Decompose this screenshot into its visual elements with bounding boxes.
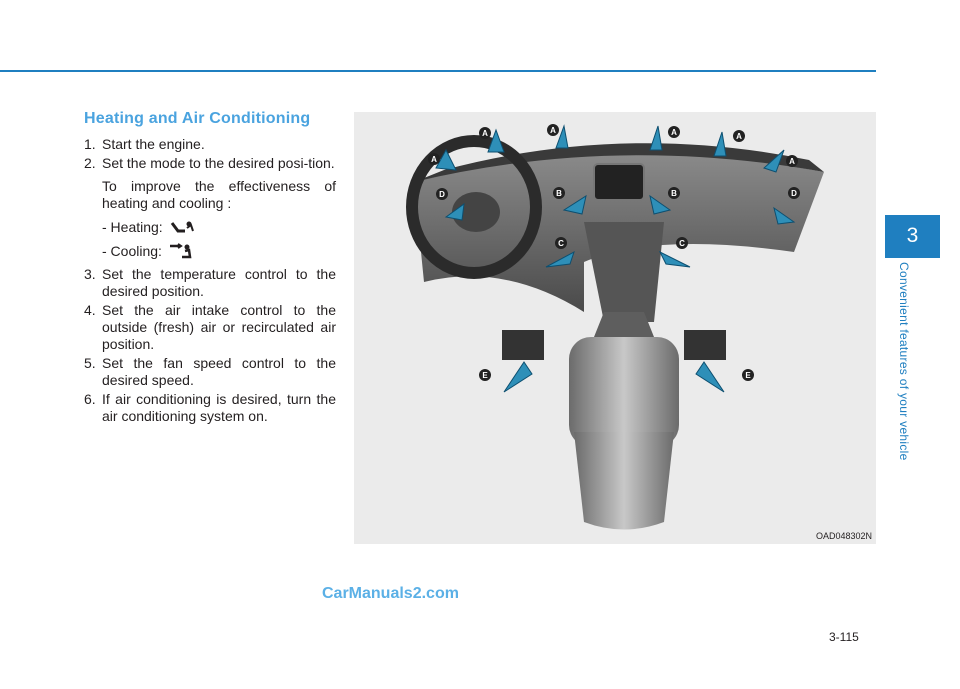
- vent-label: E: [482, 371, 488, 380]
- step-text: Set the fan speed control to the desired speed.: [102, 355, 336, 388]
- console-base: [574, 432, 674, 530]
- step-number: 1.: [84, 136, 96, 152]
- step-text: Set the mode to the desired posi-tion.: [102, 155, 335, 171]
- step-4: [84, 302, 336, 353]
- heating-mode-row: [84, 218, 336, 236]
- watermark-link[interactable]: CarManuals2.com: [322, 585, 459, 602]
- cooling-mode-row: [84, 242, 336, 260]
- vent-label: A: [736, 132, 742, 141]
- vent-label: C: [679, 239, 685, 248]
- cooling-label: - Cooling:: [102, 242, 162, 259]
- vent-label: A: [550, 126, 556, 135]
- vent-label: B: [556, 189, 562, 198]
- step-3: [84, 266, 336, 300]
- step-number: 5.: [84, 355, 96, 371]
- dashboard-drawing: [354, 112, 876, 544]
- infotainment-screen: [594, 164, 644, 200]
- vent-label: A: [482, 129, 488, 138]
- vent-label: A: [671, 128, 677, 137]
- top-rule: [0, 70, 876, 72]
- tip-text: To improve the effectiveness of heating and cooling :: [102, 178, 336, 211]
- heating-label: - Heating:: [102, 218, 163, 235]
- airflow-arrow: [504, 362, 532, 392]
- airflow-arrow: [696, 362, 724, 392]
- airflow-arrow: [714, 132, 726, 156]
- vent-label: D: [791, 189, 797, 198]
- step-text: Set the air intake control to the outside (fresh) air or recirculated air position.: [102, 302, 336, 352]
- airflow-arrow: [660, 252, 690, 267]
- chapter-number: 3: [906, 224, 919, 247]
- airflow-arrow: [650, 126, 662, 150]
- vent-label: B: [671, 189, 677, 198]
- floor-vent-left: [502, 330, 544, 360]
- step-text: If air conditioning is desired, turn the air conditioning system on.: [102, 391, 336, 424]
- chapter-title: Convenient features of your vehicle: [897, 262, 911, 461]
- section-heading: Heating and Air Conditioning: [84, 110, 311, 127]
- vent-label: A: [789, 157, 795, 166]
- page-number: 3-115: [829, 630, 859, 644]
- center-stack: [584, 222, 664, 322]
- vent-label: C: [558, 239, 564, 248]
- step-1: [84, 136, 336, 153]
- vent-label: E: [745, 371, 751, 380]
- chapter-tab: [885, 215, 940, 258]
- step-text: Start the engine.: [102, 136, 205, 152]
- face-mode-icon: [168, 243, 194, 259]
- floor-vent-right: [684, 330, 726, 360]
- vent-label: A: [431, 155, 437, 164]
- figure-code: OAD048302N: [815, 531, 872, 541]
- floor-mode-icon: [169, 219, 195, 235]
- step-number: 4.: [84, 302, 96, 318]
- vent-label: D: [439, 190, 445, 199]
- dashboard-vent-illustration: [354, 112, 876, 544]
- step-number: 3.: [84, 266, 96, 282]
- step-number: 6.: [84, 391, 96, 407]
- step-2: [84, 155, 336, 172]
- center-console: [594, 312, 654, 337]
- step-number: 2.: [84, 155, 96, 171]
- step-6: [84, 391, 336, 425]
- step-text: Set the temperature control to the desired position.: [102, 266, 336, 299]
- step-5: [84, 355, 336, 389]
- armrest: [569, 337, 679, 447]
- instruction-list: [84, 136, 336, 427]
